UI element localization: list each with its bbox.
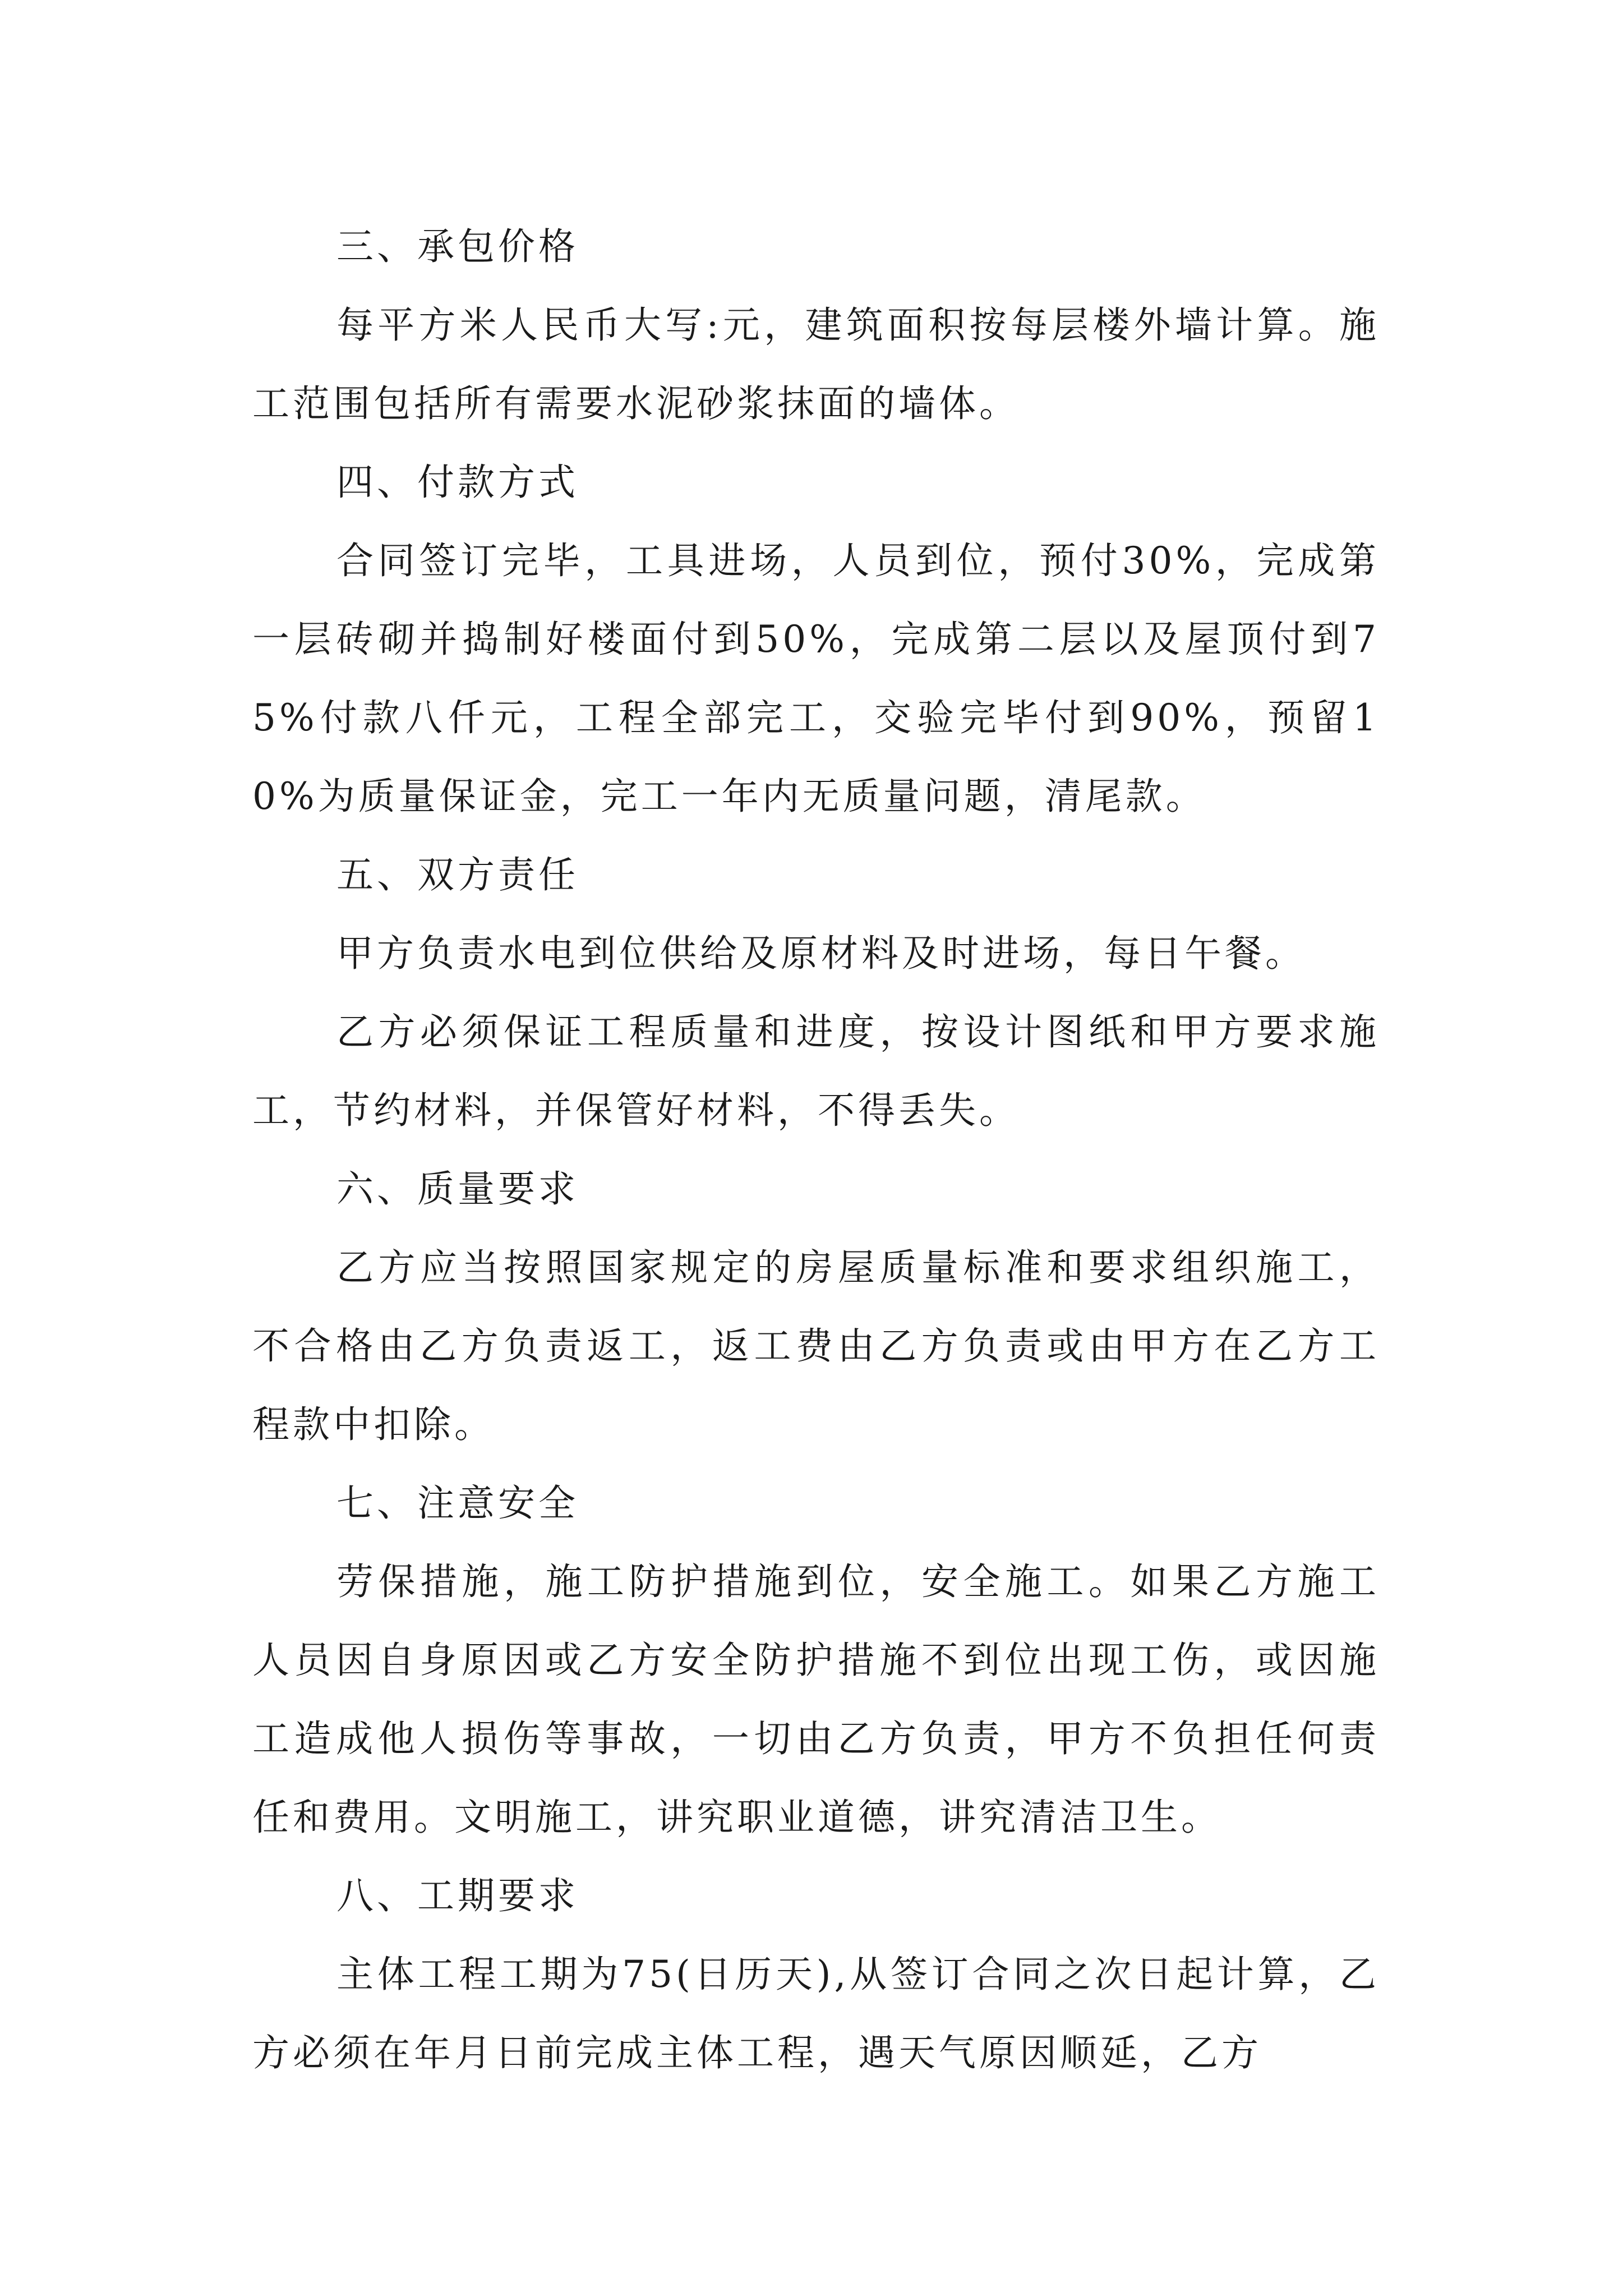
section-heading-responsibility: 五、双方责任: [336, 853, 579, 896]
document-body: [252, 208, 1380, 2092]
section-heading-schedule: 八、工期要求: [336, 1874, 579, 1917]
paragraph-schedule: 主体工程工期为75(日历天),从签订合同之次日起计算，乙方必须在年月日前完成主体工程，遇天气原因顺延，乙方: [252, 1953, 1380, 2074]
section-heading-payment: 四、付款方式: [336, 461, 579, 504]
paragraph-payment: 合同签订完毕，工具进场，人员到位，预付30%，完成第一层砖砌并捣制好楼面付到50%，完成第二层以及屋顶付到75%付款八仟元，工程全部完工，交验完毕付到90%，预留10%为质量保证金，完工一年内无质量问题，清尾款。: [252, 539, 1380, 818]
section-heading-quality: 六、质量要求: [336, 1167, 579, 1211]
paragraph-quality: 乙方应当按照国家规定的房屋质量标准和要求组织施工，不合格由乙方负责返工，返工费由乙方负责或由甲方在乙方工程款中扣除。: [252, 1246, 1380, 1446]
paragraph-party-b-responsibility: 乙方必须保证工程质量和进度，按设计图纸和甲方要求施工，节约材料，并保管好材料，不得丢失。: [252, 1010, 1380, 1132]
section-heading-safety: 七、注意安全: [336, 1481, 579, 1525]
paragraph-safety: 劳保措施，施工防护措施到位，安全施工。如果乙方施工人员因自身原因或乙方安全防护措施不到位出现工伤，或因施工造成他人损伤等事故，一切由乙方负责，甲方不负担任何责任和费用。文明施工，讲究职业道德，讲究清洁卫生。: [252, 1560, 1380, 1839]
section-heading-price: 三、承包价格: [336, 225, 579, 268]
paragraph-party-a-responsibility: 甲方负责水电到位供给及原材料及时进场，每日午餐。: [336, 932, 1306, 975]
paragraph-price: 每平方米人民币大写:元，建筑面积按每层楼外墙计算。施工范围包括所有需要水泥砂浆抹面的墙体。: [252, 303, 1380, 425]
